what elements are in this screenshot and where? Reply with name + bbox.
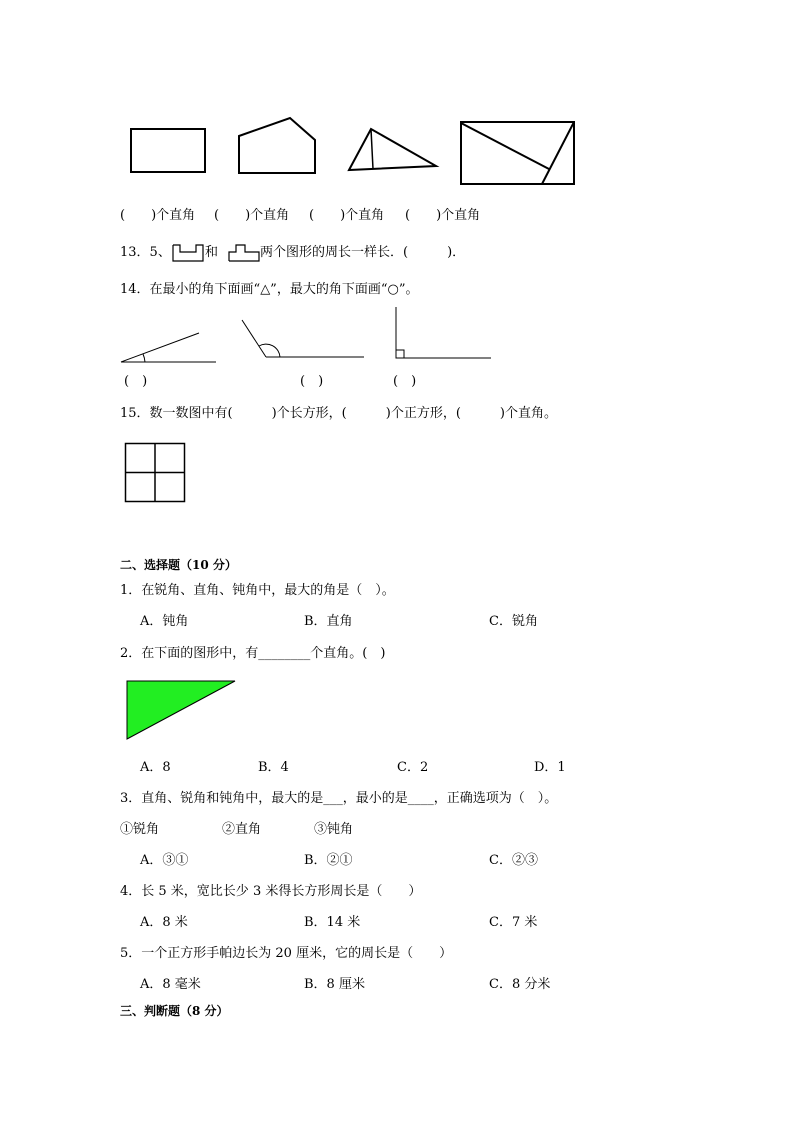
q12-blank-1: ( )个直角 — [120, 208, 196, 223]
triangle-shape — [349, 129, 436, 170]
section2-title: 二、选择题（10 分） — [120, 558, 237, 572]
s2-q3-text: 3．直角、锐角和钝角中，最大的是___，最小的是____，正确选项为（ ）。 — [120, 791, 558, 806]
s2-q4-option-a: A．8 米 — [140, 915, 188, 930]
acute-angle — [121, 333, 216, 362]
q12-blank-4: ( )个直角 — [405, 208, 481, 223]
s2-q2-option-c: C．2 — [397, 760, 429, 775]
s2-q1-text: 1．在锐角、直角、钝角中，最大的角是（ ）。 — [120, 583, 395, 598]
s2-q1-option-a: A．钝角 — [140, 614, 189, 629]
q13-prefix: 13．5、 — [120, 245, 171, 260]
q13-and: 和 — [205, 245, 219, 260]
s2-q2-option-d: D．1 — [534, 760, 566, 775]
q13-suffix: 两个图形的周长一样长．( )． — [260, 245, 466, 260]
grid-figure — [124, 442, 188, 504]
s2-q3-option-a: A．③① — [140, 853, 189, 868]
section3-title: 三、判断题（8 分） — [120, 1004, 229, 1018]
s2-q5-option-c: C．8 分米 — [489, 977, 551, 992]
s2-q3-item-1: ①锐角 — [120, 822, 160, 837]
angles-figure — [0, 300, 794, 370]
s2-q4-option-c: C．7 米 — [489, 915, 538, 930]
s2-q3-item-3: ③钝角 — [314, 822, 354, 837]
s2-q5-text: 5．一个正方形手帕边长为 20 厘米，它的周长是（ ） — [120, 946, 453, 961]
s2-q5-option-a: A．8 毫米 — [140, 977, 201, 992]
right-angle — [396, 307, 491, 358]
s2-q4-option-b: B．14 米 — [304, 915, 361, 930]
green-triangle — [120, 676, 244, 746]
q15-text: 15．数一数图中有( )个长方形，( )个正方形，( )个直角。 — [120, 406, 557, 421]
s2-q1-option-c: C．锐角 — [489, 614, 538, 629]
q12-blank-3: ( )个直角 — [309, 208, 385, 223]
pentagon-shape — [239, 118, 315, 173]
s2-q4-text: 4．长 5 米，宽比长少 3 米得长方形周长是（ ） — [120, 884, 422, 899]
notched-shape-1-icon — [172, 243, 204, 263]
stepped-shape-2-icon — [228, 243, 260, 263]
q12-blank-2: ( )个直角 — [214, 208, 290, 223]
s2-q2-option-b: B．4 — [258, 760, 289, 775]
rectangle-shape — [0, 0, 794, 200]
s2-q3-option-b: B．②① — [304, 853, 353, 868]
s2-q3-option-c: C．②③ — [489, 853, 538, 868]
s2-q5-option-b: B．8 厘米 — [304, 977, 365, 992]
divided-rectangle-shape — [461, 122, 574, 184]
s2-q3-item-2: ②直角 — [222, 822, 262, 837]
q14-text: 14．在最小的角下面画“△”，最大的角下面画“○”。 — [120, 282, 419, 297]
s2-q2-option-a: A．8 — [140, 760, 171, 775]
s2-q2-text: 2．在下面的图形中，有________个直角。( ) — [120, 646, 386, 661]
q14-blank-2: ( ) — [300, 374, 324, 389]
obtuse-angle — [242, 320, 364, 357]
s2-q1-option-b: B．直角 — [304, 614, 353, 629]
q14-blank-1: ( ) — [124, 374, 148, 389]
q14-blank-3: ( ) — [393, 374, 417, 389]
